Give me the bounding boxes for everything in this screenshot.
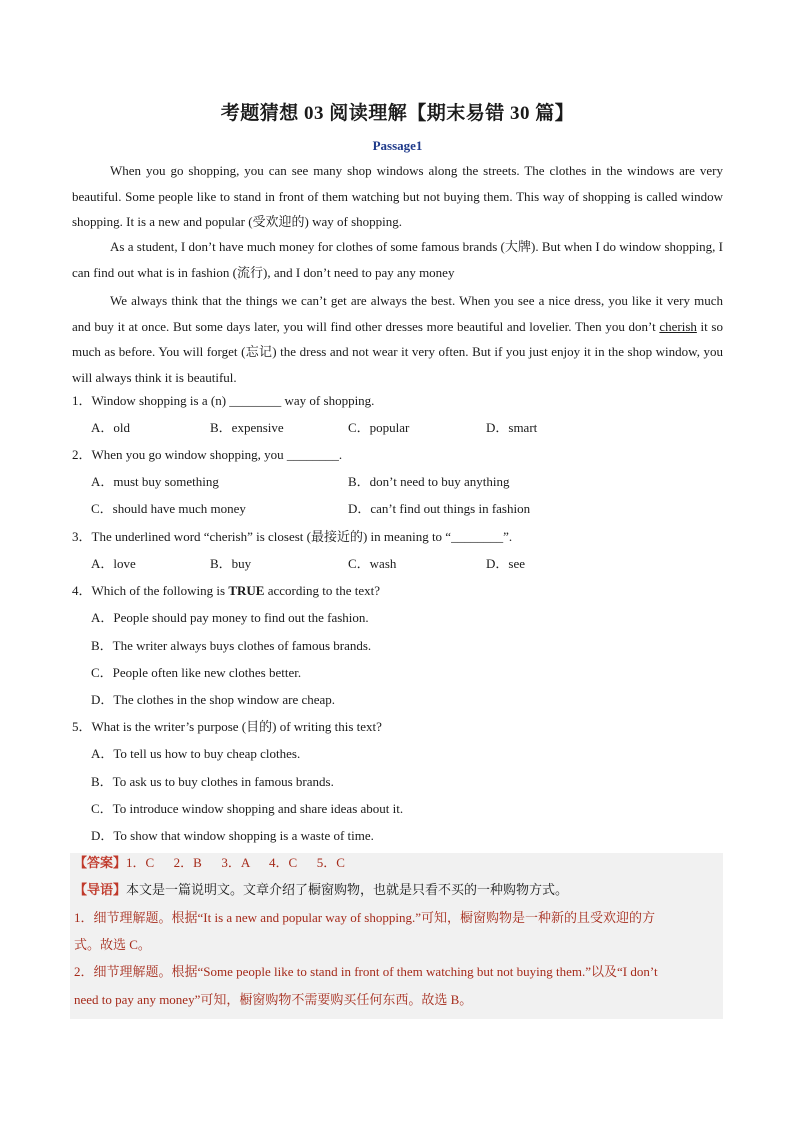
question-4 (72, 581, 380, 601)
question-3: 3．The underlined word “cherish” is closest (最接近的) in meaning to “________”. (72, 529, 513, 544)
page-title: 考题猜想 03 阅读理解【期末易错 30 篇】 (220, 103, 575, 124)
guide-text: 本文是一篇说明文。文章介绍了橱窗购物，也就是只看不买的一种购物方式。 (126, 882, 569, 897)
answer-line (74, 853, 345, 873)
question-5: 5．What is the writer’s purpose (目的) of writing this text? (72, 719, 382, 734)
q3-option-b: B．buy (210, 556, 252, 571)
q3-option-a: A．love (91, 556, 136, 571)
q5-option-a: A．To tell us how to buy cheap clothes. (91, 746, 301, 761)
q5-option-d: D．To show that window shopping is a waste of time. (91, 828, 374, 843)
q1-option-d: D．smart (486, 420, 538, 435)
paragraph-3 (72, 288, 723, 390)
q3-option-c: C．wash (348, 556, 397, 571)
q1-option-c: C．popular (348, 420, 410, 435)
q4-option-b: B．The writer always buys clothes of famous brands. (91, 638, 372, 653)
paragraph-3-part-2: it so much as before. You will forget (忘记) the dress and not wear it very often. But if you just enjoy it in the shop window, you will always think it is beautiful. (72, 318, 723, 385)
paragraph-2: As a student, I don’t have much money for clothes of some famous brands (大牌). But when I do window shopping, I can find out what is in fashion (流行), and I don’t need to pay any money (72, 239, 723, 280)
q3-option-d: D．see (486, 556, 525, 571)
question-4-bold-true: TRUE (228, 583, 265, 598)
answer-tag: 【答案】 (74, 855, 127, 870)
q2-option-a: A．must buy something (91, 474, 219, 489)
q4-option-c: C．People often like new clothes better. (91, 665, 302, 680)
question-2: 2．When you go window shopping, you ________. (72, 447, 343, 462)
guide-line (74, 880, 568, 900)
passage-label: Passage1 (372, 138, 423, 153)
explanation-1-line-1: 1．细节理解题。根据“It is a new and popular way of shopping.”可知，橱窗购物是一种新的且受欢迎的方 (74, 910, 655, 925)
explanation-2-line-1: 2．细节理解题。根据“Some people like to stand in front of them watching but not buying them.”以及“I don’t (74, 964, 658, 979)
q4-option-a: A．People should pay money to find out the fashion. (91, 610, 369, 625)
question-1: 1．Window shopping is a (n) ________ way of shopping. (72, 393, 375, 408)
underlined-word-cherish: cherish (659, 318, 697, 334)
q5-option-c: C．To introduce window shopping and share ideas about it. (91, 801, 404, 816)
q2-option-d: D．can’t find out things in fashion (348, 501, 531, 516)
question-4-part-2: according to the text? (264, 583, 380, 598)
guide-tag: 【导语】 (74, 882, 127, 897)
q1-option-b: B．expensive (210, 420, 284, 435)
q2-option-c: C．should have much money (91, 501, 246, 516)
explanation-2-line-2: need to pay any money”可知，橱窗购物不需要购买任何东西。故选 B。 (74, 992, 473, 1007)
explanation-1-line-2: 式。故选 C。 (74, 937, 151, 952)
q5-option-b: B．To ask us to buy clothes in famous brands. (91, 774, 334, 789)
paragraph-3-part-1: We always think that the things we can’t get are always the best. When you see a nice dress, you like it very much and buy it at once. But some days later, you will find other dresses more beautiful and lovelier. Then you don’t (72, 293, 723, 334)
q2-option-b: B．don’t need to buy anything (348, 474, 510, 489)
paragraph-1: When you go shopping, you can see many shop windows along the streets. The clothes in the windows are very beautiful. Some people like to stand in front of them watching but not buying them. This way of shopping is called window shopping. It is a new and popular (受欢迎的) way of shopping. (72, 163, 723, 229)
q1-option-a: A．old (91, 420, 131, 435)
q4-option-d: D．The clothes in the shop window are cheap. (91, 692, 336, 707)
answer-key: 1．C 2．B 3．A 4．C 5．C (126, 855, 345, 870)
question-4-part-1: 4．Which of the following is (72, 583, 229, 598)
